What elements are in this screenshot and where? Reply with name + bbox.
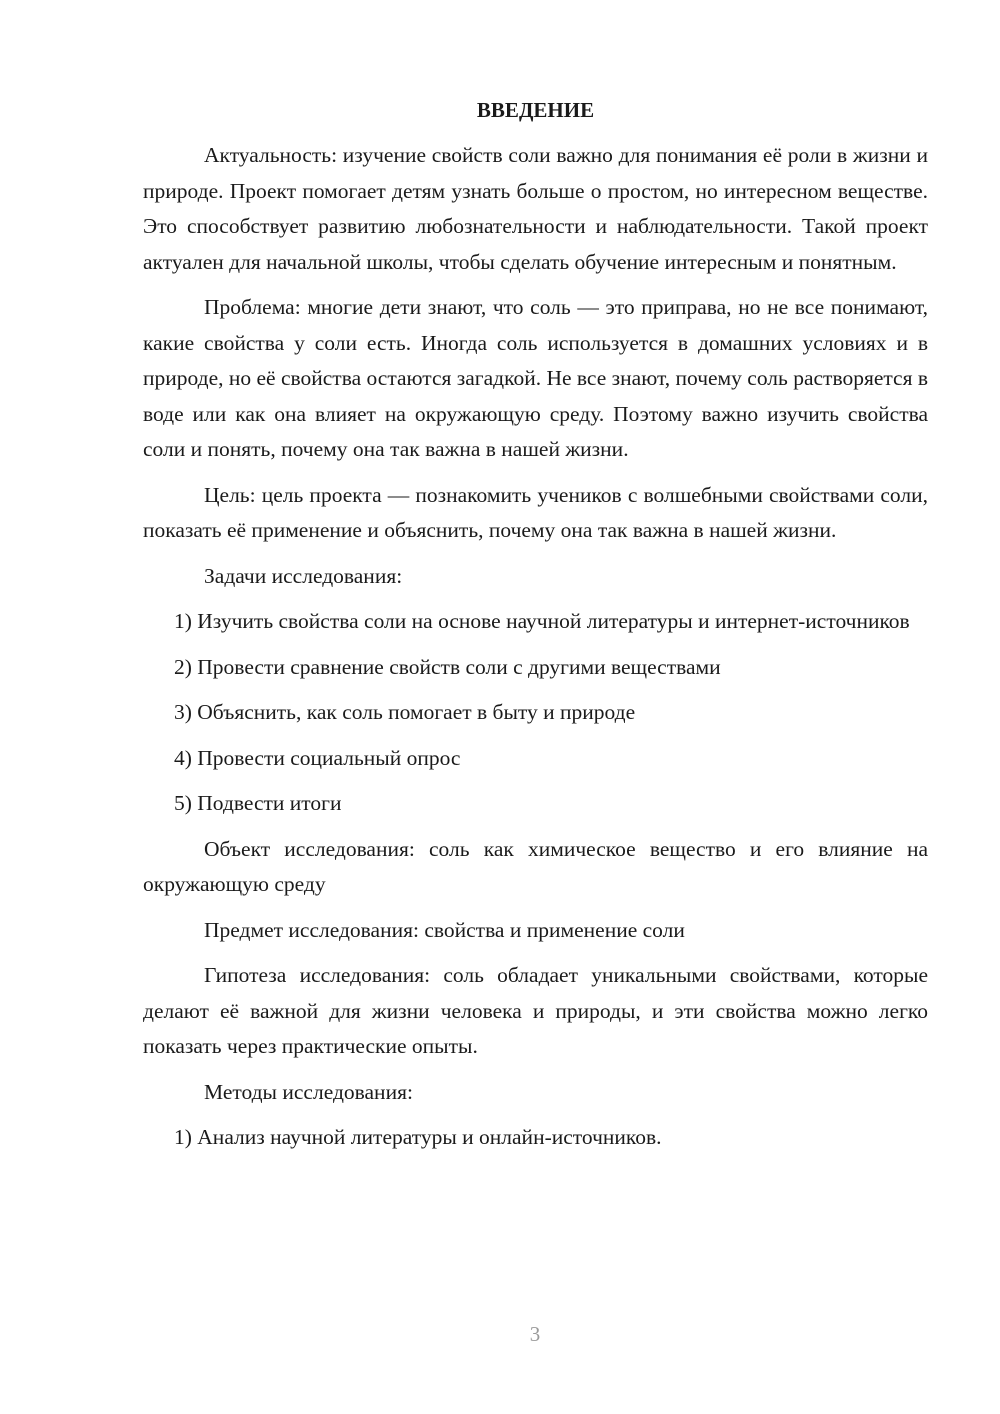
method-item-1: 1) Анализ научной литературы и онлайн-источников. (174, 1125, 662, 1149)
task-item-3: 3) Объяснить, как соль помогает в быту и природе (174, 700, 636, 724)
paragraph-hypothesis: Гипотеза исследования: соль обладает уникальными свойствами, которые делают её важной для жизни человека и природы, и эти свойства можно легко показать через практические опыты. (143, 963, 928, 1058)
page-number: 3 (529, 1322, 541, 1346)
paragraph-problem: Проблема: многие дети знают, что соль — это приправа, но не все понимают, какие свойства у соли есть. Иногда соль используется в домашних условиях и в природе, но её свойства остаются загадкой. Не все знают, почему соль растворяется в воде или как она влияет на окружающую среду. Поэтому важно изучить свойства соли и понять, почему она так важна в нашей жизни. (143, 295, 928, 461)
task-item-1: 1) Изучить свойства соли на основе научной литературы и интернет-источников (174, 609, 910, 633)
paragraph-object: Объект исследования: соль как химическое вещество и его влияние на окружающую среду (143, 836, 928, 896)
paragraph-goal: Цель: цель проекта — познакомить учеников с волшебными свойствами соли, показать её применение и объяснить, почему она так важна в нашей жизни. (143, 482, 928, 542)
paragraph-subject: Предмет исследования: свойства и применение соли (204, 917, 685, 942)
section-title: ВВЕДЕНИЕ (476, 98, 595, 122)
paragraph-relevance: Актуальность: изучение свойств соли важно для понимания её роли в жизни и природе. Проект помогает детям узнать больше о простом, но интересном веществе. Это способствует развитию любознательности и наблюдательности. Такой проект актуален для начальной школы, чтобы сделать обучение интересным и понятным. (143, 143, 928, 274)
page-content (143, 92, 928, 1166)
task-item-4: 4) Провести социальный опрос (174, 745, 461, 770)
paragraph-tasks-heading: Задачи исследования: (204, 563, 403, 588)
task-item-2: 2) Провести сравнение свойств соли с другими веществами (174, 654, 721, 679)
paragraph-methods-heading: Методы исследования: (204, 1079, 413, 1104)
task-item-5: 5) Подвести итоги (174, 791, 342, 815)
